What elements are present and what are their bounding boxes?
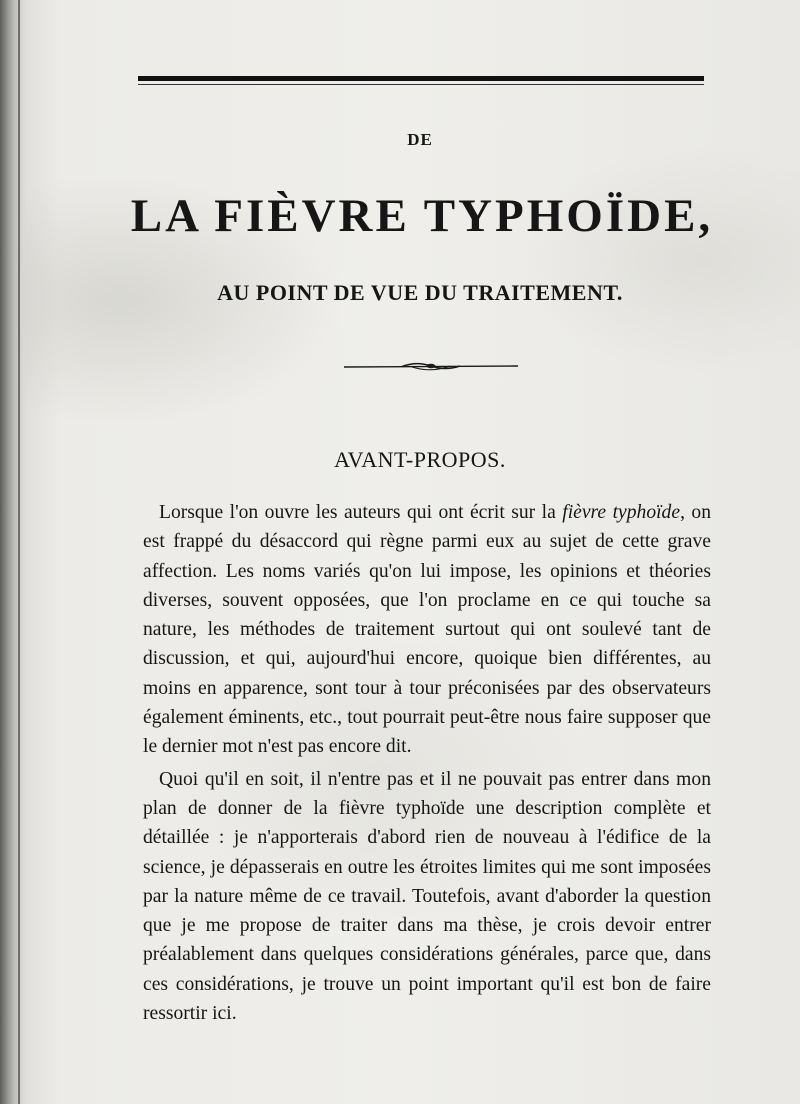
paragraph-1 bbox=[143, 498, 711, 762]
paragraph-1-start: Lorsque l'on ouvre les auteurs qui ont écrit sur la bbox=[159, 502, 563, 523]
ornament-divider bbox=[342, 358, 520, 374]
paragraph-1-rest: , on est frappé du désaccord qui règne parmi eux au sujet de cette grave affection. Les noms variés qu'on lui impose, les opinions et théories diverses, souvent opposées, que l'on proclame en ce qui touche sa nature, les méthodes de traitement surtout qui ont soulevé tant de discussion, et qui, aujourd'hui encore, quoique bien différentes, au moins en apparence, sont tour à tour préconisées par des observateurs également éminents, etc., tout pourrait peut-être nous faire supposer que le dernier mot n'est pas encore dit. bbox=[143, 502, 712, 758]
top-rule-thin bbox=[138, 84, 704, 85]
binding-line bbox=[18, 0, 20, 1104]
page-subtitle: AU POINT DE VUE DU TRAITEMENT. bbox=[217, 280, 623, 305]
paragraph-2: Quoi qu'il en soit, il n'entre pas et il ne pouvait pas entrer dans mon plan de donner de la fièvre typhoïde une description complète et détaillée : je n'apporterais d'abord rien de nouveau à l'édifice de la science, je dépasserais en outre les étroites limites qui me sont imposées par la nature même de ce travail. Toutefois, avant d'aborder la question que je me propose de traiter dans ma thèse, je crois devoir entrer préalablement dans quelques considérations générales, parce que, dans ces considérations, je trouve un point important qu'il est bon de faire ressortir ici. bbox=[143, 768, 711, 1025]
book-binding-edge bbox=[0, 0, 26, 1104]
top-rule bbox=[138, 76, 704, 81]
section-heading: AVANT-PROPOS. bbox=[334, 447, 506, 472]
emphasis-fievre-typhoide: fièvre typhoïde bbox=[562, 502, 681, 523]
body-text bbox=[143, 498, 711, 1028]
title-preposition: DE bbox=[407, 130, 433, 149]
page-title: LA FIÈVRE TYPHOÏDE, bbox=[130, 190, 714, 242]
